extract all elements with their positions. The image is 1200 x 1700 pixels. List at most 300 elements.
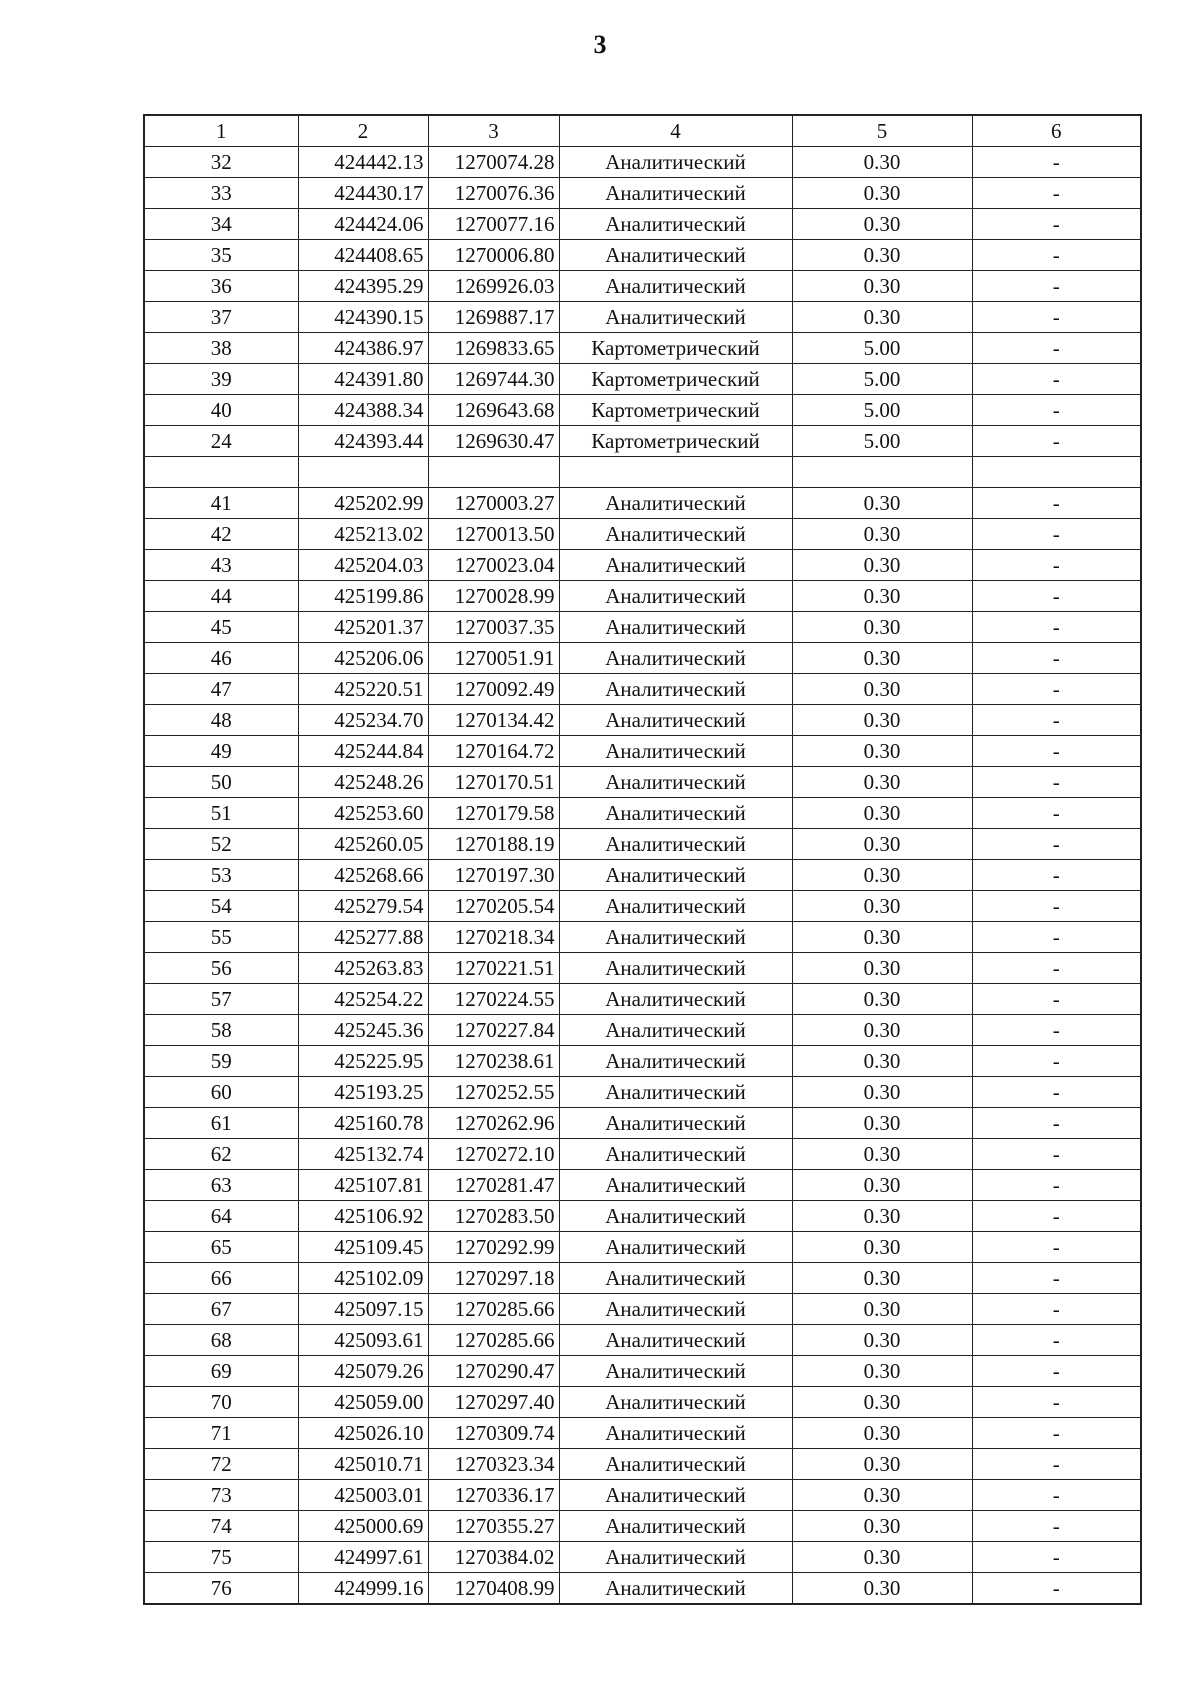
method-cell: Картометрический xyxy=(559,364,792,395)
accuracy-cell: 0.30 xyxy=(792,581,972,612)
method-cell: Аналитический xyxy=(559,922,792,953)
point-number-cell: 71 xyxy=(144,1418,298,1449)
x-coordinate-cell: 425279.54 xyxy=(298,891,428,922)
y-coordinate-cell: 1269926.03 xyxy=(428,271,559,302)
note-cell: - xyxy=(972,674,1141,705)
point-number-cell: 48 xyxy=(144,705,298,736)
x-coordinate-cell: 425160.78 xyxy=(298,1108,428,1139)
table-row xyxy=(144,643,1141,674)
accuracy-cell: 0.30 xyxy=(792,1077,972,1108)
point-number-cell: 38 xyxy=(144,333,298,364)
table-row xyxy=(144,984,1141,1015)
note-cell: - xyxy=(972,1139,1141,1170)
table-row xyxy=(144,302,1141,333)
x-coordinate-cell: 425244.84 xyxy=(298,736,428,767)
y-coordinate-cell: 1269744.30 xyxy=(428,364,559,395)
coordinates-table xyxy=(143,114,1142,1605)
note-cell: - xyxy=(972,1573,1141,1605)
note-cell: - xyxy=(972,1232,1141,1263)
note-cell: - xyxy=(972,333,1141,364)
method-cell: Аналитический xyxy=(559,271,792,302)
point-number-cell: 55 xyxy=(144,922,298,953)
table-row xyxy=(144,1325,1141,1356)
y-coordinate-cell: 1269887.17 xyxy=(428,302,559,333)
y-coordinate-cell: 1270218.34 xyxy=(428,922,559,953)
note-cell: - xyxy=(972,209,1141,240)
method-cell: Аналитический xyxy=(559,581,792,612)
y-coordinate-cell: 1270224.55 xyxy=(428,984,559,1015)
point-number-cell: 66 xyxy=(144,1263,298,1294)
table-row xyxy=(144,953,1141,984)
note-cell: - xyxy=(972,364,1141,395)
point-number-cell: 40 xyxy=(144,395,298,426)
point-number-cell: 47 xyxy=(144,674,298,705)
accuracy-cell: 0.30 xyxy=(792,1325,972,1356)
table-row xyxy=(144,891,1141,922)
point-number-cell: 72 xyxy=(144,1449,298,1480)
point-number-cell: 57 xyxy=(144,984,298,1015)
accuracy-cell: 0.30 xyxy=(792,736,972,767)
accuracy-cell: 0.30 xyxy=(792,302,972,333)
y-coordinate-cell: 1270355.27 xyxy=(428,1511,559,1542)
x-coordinate-cell: 425102.09 xyxy=(298,1263,428,1294)
table-row xyxy=(144,1015,1141,1046)
y-coordinate-cell: 1270023.04 xyxy=(428,550,559,581)
point-number-cell: 58 xyxy=(144,1015,298,1046)
y-coordinate-cell: 1270028.99 xyxy=(428,581,559,612)
accuracy-cell: 0.30 xyxy=(792,1480,972,1511)
method-cell: Аналитический xyxy=(559,1294,792,1325)
y-coordinate-cell: 1270221.51 xyxy=(428,953,559,984)
y-coordinate-cell: 1270003.27 xyxy=(428,488,559,519)
header-col-2: 2 xyxy=(298,115,428,147)
accuracy-cell: 0.30 xyxy=(792,1511,972,1542)
y-coordinate-cell: 1270285.66 xyxy=(428,1294,559,1325)
y-coordinate-cell: 1270323.34 xyxy=(428,1449,559,1480)
table-row xyxy=(144,178,1141,209)
y-coordinate-cell: 1270227.84 xyxy=(428,1015,559,1046)
y-coordinate-cell: 1270205.54 xyxy=(428,891,559,922)
y-coordinate-cell: 1270297.18 xyxy=(428,1263,559,1294)
note-cell: - xyxy=(972,550,1141,581)
point-number-cell: 59 xyxy=(144,1046,298,1077)
note-cell: - xyxy=(972,147,1141,178)
x-coordinate-cell: 425234.70 xyxy=(298,705,428,736)
accuracy-cell: 0.30 xyxy=(792,829,972,860)
note-cell: - xyxy=(972,426,1141,457)
table-row xyxy=(144,674,1141,705)
point-number-cell: 68 xyxy=(144,1325,298,1356)
note-cell: - xyxy=(972,891,1141,922)
table-row xyxy=(144,395,1141,426)
accuracy-cell: 5.00 xyxy=(792,364,972,395)
y-coordinate-cell: 1270384.02 xyxy=(428,1542,559,1573)
note-cell: - xyxy=(972,1542,1141,1573)
method-cell: Аналитический xyxy=(559,1015,792,1046)
note-cell: - xyxy=(972,178,1141,209)
y-coordinate-cell: 1270281.47 xyxy=(428,1170,559,1201)
method-cell: Аналитический xyxy=(559,302,792,333)
accuracy-cell: 0.30 xyxy=(792,178,972,209)
note-cell xyxy=(972,457,1141,488)
point-number-cell: 41 xyxy=(144,488,298,519)
x-coordinate-cell: 424430.17 xyxy=(298,178,428,209)
y-coordinate-cell: 1270074.28 xyxy=(428,147,559,178)
table-header-row xyxy=(144,115,1141,147)
table-row xyxy=(144,1263,1141,1294)
y-coordinate-cell: 1270164.72 xyxy=(428,736,559,767)
y-coordinate-cell: 1270292.99 xyxy=(428,1232,559,1263)
y-coordinate-cell: 1270285.66 xyxy=(428,1325,559,1356)
x-coordinate-cell: 425263.83 xyxy=(298,953,428,984)
accuracy-cell: 0.30 xyxy=(792,1201,972,1232)
table-row xyxy=(144,829,1141,860)
y-coordinate-cell: 1270037.35 xyxy=(428,612,559,643)
point-number-cell: 69 xyxy=(144,1356,298,1387)
table-row xyxy=(144,1201,1141,1232)
note-cell: - xyxy=(972,1418,1141,1449)
point-number-cell xyxy=(144,457,298,488)
point-number-cell: 44 xyxy=(144,581,298,612)
point-number-cell: 39 xyxy=(144,364,298,395)
table-row xyxy=(144,1573,1141,1605)
note-cell: - xyxy=(972,1263,1141,1294)
note-cell: - xyxy=(972,767,1141,798)
x-coordinate-cell: 424388.34 xyxy=(298,395,428,426)
x-coordinate-cell: 425206.06 xyxy=(298,643,428,674)
point-number-cell: 74 xyxy=(144,1511,298,1542)
note-cell: - xyxy=(972,1449,1141,1480)
accuracy-cell: 0.30 xyxy=(792,1263,972,1294)
table-row xyxy=(144,612,1141,643)
method-cell: Картометрический xyxy=(559,395,792,426)
y-coordinate-cell: 1270077.16 xyxy=(428,209,559,240)
method-cell: Аналитический xyxy=(559,1108,792,1139)
method-cell: Картометрический xyxy=(559,333,792,364)
note-cell: - xyxy=(972,705,1141,736)
accuracy-cell: 0.30 xyxy=(792,1449,972,1480)
y-coordinate-cell: 1270297.40 xyxy=(428,1387,559,1418)
accuracy-cell: 0.30 xyxy=(792,891,972,922)
x-coordinate-cell: 425097.15 xyxy=(298,1294,428,1325)
table-row xyxy=(144,798,1141,829)
y-coordinate-cell: 1270006.80 xyxy=(428,240,559,271)
method-cell: Аналитический xyxy=(559,1542,792,1573)
note-cell: - xyxy=(972,922,1141,953)
x-coordinate-cell: 425202.99 xyxy=(298,488,428,519)
x-coordinate-cell: 425003.01 xyxy=(298,1480,428,1511)
method-cell: Аналитический xyxy=(559,891,792,922)
method-cell: Аналитический xyxy=(559,240,792,271)
point-number-cell: 73 xyxy=(144,1480,298,1511)
method-cell: Аналитический xyxy=(559,1170,792,1201)
accuracy-cell: 0.30 xyxy=(792,1387,972,1418)
point-number-cell: 45 xyxy=(144,612,298,643)
note-cell: - xyxy=(972,1108,1141,1139)
x-coordinate-cell: 424997.61 xyxy=(298,1542,428,1573)
note-cell: - xyxy=(972,829,1141,860)
accuracy-cell: 0.30 xyxy=(792,240,972,271)
x-coordinate-cell: 425248.26 xyxy=(298,767,428,798)
x-coordinate-cell: 424999.16 xyxy=(298,1573,428,1605)
x-coordinate-cell: 425107.81 xyxy=(298,1170,428,1201)
x-coordinate-cell: 425254.22 xyxy=(298,984,428,1015)
y-coordinate-cell: 1270188.19 xyxy=(428,829,559,860)
table-row xyxy=(144,364,1141,395)
point-number-cell: 34 xyxy=(144,209,298,240)
method-cell: Аналитический xyxy=(559,1418,792,1449)
point-number-cell: 35 xyxy=(144,240,298,271)
note-cell: - xyxy=(972,1015,1141,1046)
note-cell: - xyxy=(972,1511,1141,1542)
method-cell xyxy=(559,457,792,488)
table-row xyxy=(144,736,1141,767)
table-row xyxy=(144,860,1141,891)
point-number-cell: 36 xyxy=(144,271,298,302)
x-coordinate-cell: 425079.26 xyxy=(298,1356,428,1387)
point-number-cell: 75 xyxy=(144,1542,298,1573)
table-row xyxy=(144,1542,1141,1573)
accuracy-cell: 0.30 xyxy=(792,953,972,984)
point-number-cell: 64 xyxy=(144,1201,298,1232)
note-cell: - xyxy=(972,240,1141,271)
table-row xyxy=(144,271,1141,302)
accuracy-cell: 0.30 xyxy=(792,612,972,643)
point-number-cell: 53 xyxy=(144,860,298,891)
accuracy-cell: 0.30 xyxy=(792,1542,972,1573)
accuracy-cell: 5.00 xyxy=(792,333,972,364)
method-cell: Аналитический xyxy=(559,1325,792,1356)
y-coordinate-cell: 1270283.50 xyxy=(428,1201,559,1232)
table-row xyxy=(144,1356,1141,1387)
y-coordinate-cell: 1270092.49 xyxy=(428,674,559,705)
accuracy-cell: 0.30 xyxy=(792,1046,972,1077)
x-coordinate-cell: 425109.45 xyxy=(298,1232,428,1263)
accuracy-cell: 0.30 xyxy=(792,798,972,829)
method-cell: Аналитический xyxy=(559,1387,792,1418)
accuracy-cell xyxy=(792,457,972,488)
y-coordinate-cell: 1270013.50 xyxy=(428,519,559,550)
x-coordinate-cell: 424395.29 xyxy=(298,271,428,302)
method-cell: Картометрический xyxy=(559,426,792,457)
table-row xyxy=(144,1387,1141,1418)
accuracy-cell: 0.30 xyxy=(792,550,972,581)
method-cell: Аналитический xyxy=(559,798,792,829)
table-body xyxy=(144,147,1141,1605)
table-row xyxy=(144,426,1141,457)
x-coordinate-cell: 425260.05 xyxy=(298,829,428,860)
table-row xyxy=(144,333,1141,364)
point-number-cell: 42 xyxy=(144,519,298,550)
x-coordinate-cell: 425093.61 xyxy=(298,1325,428,1356)
point-number-cell: 52 xyxy=(144,829,298,860)
method-cell: Аналитический xyxy=(559,178,792,209)
method-cell: Аналитический xyxy=(559,736,792,767)
y-coordinate-cell: 1270197.30 xyxy=(428,860,559,891)
accuracy-cell: 5.00 xyxy=(792,426,972,457)
x-coordinate-cell: 425199.86 xyxy=(298,581,428,612)
note-cell: - xyxy=(972,271,1141,302)
y-coordinate-cell: 1269630.47 xyxy=(428,426,559,457)
y-coordinate-cell: 1270272.10 xyxy=(428,1139,559,1170)
method-cell: Аналитический xyxy=(559,1263,792,1294)
table-row xyxy=(144,1418,1141,1449)
accuracy-cell: 0.30 xyxy=(792,519,972,550)
note-cell: - xyxy=(972,1387,1141,1418)
accuracy-cell: 0.30 xyxy=(792,1170,972,1201)
accuracy-cell: 0.30 xyxy=(792,1139,972,1170)
table-row xyxy=(144,581,1141,612)
method-cell: Аналитический xyxy=(559,643,792,674)
header-col-4: 4 xyxy=(559,115,792,147)
table-row xyxy=(144,488,1141,519)
y-coordinate-cell: 1270262.96 xyxy=(428,1108,559,1139)
y-coordinate-cell xyxy=(428,457,559,488)
point-number-cell: 33 xyxy=(144,178,298,209)
note-cell: - xyxy=(972,612,1141,643)
note-cell: - xyxy=(972,1201,1141,1232)
point-number-cell: 63 xyxy=(144,1170,298,1201)
note-cell: - xyxy=(972,1077,1141,1108)
accuracy-cell: 0.30 xyxy=(792,1232,972,1263)
header-col-1: 1 xyxy=(144,115,298,147)
x-coordinate-cell: 425132.74 xyxy=(298,1139,428,1170)
method-cell: Аналитический xyxy=(559,767,792,798)
table-row xyxy=(144,767,1141,798)
note-cell: - xyxy=(972,302,1141,333)
note-cell: - xyxy=(972,488,1141,519)
x-coordinate-cell: 424386.97 xyxy=(298,333,428,364)
accuracy-cell: 0.30 xyxy=(792,767,972,798)
method-cell: Аналитический xyxy=(559,1077,792,1108)
y-coordinate-cell: 1270408.99 xyxy=(428,1573,559,1605)
point-number-cell: 37 xyxy=(144,302,298,333)
x-coordinate-cell: 425277.88 xyxy=(298,922,428,953)
note-cell: - xyxy=(972,736,1141,767)
method-cell: Аналитический xyxy=(559,1573,792,1605)
method-cell: Аналитический xyxy=(559,1356,792,1387)
x-coordinate-cell xyxy=(298,457,428,488)
note-cell: - xyxy=(972,519,1141,550)
table-row xyxy=(144,1139,1141,1170)
y-coordinate-cell: 1270134.42 xyxy=(428,705,559,736)
table-row xyxy=(144,1108,1141,1139)
x-coordinate-cell: 425245.36 xyxy=(298,1015,428,1046)
note-cell: - xyxy=(972,643,1141,674)
y-coordinate-cell: 1270179.58 xyxy=(428,798,559,829)
table-row xyxy=(144,1046,1141,1077)
accuracy-cell: 0.30 xyxy=(792,643,972,674)
accuracy-cell: 0.30 xyxy=(792,209,972,240)
table-row xyxy=(144,1170,1141,1201)
table-row xyxy=(144,1077,1141,1108)
note-cell: - xyxy=(972,1170,1141,1201)
note-cell: - xyxy=(972,395,1141,426)
point-number-cell: 56 xyxy=(144,953,298,984)
table-row xyxy=(144,1294,1141,1325)
accuracy-cell: 0.30 xyxy=(792,1108,972,1139)
y-coordinate-cell: 1270076.36 xyxy=(428,178,559,209)
table-row xyxy=(144,519,1141,550)
x-coordinate-cell: 425201.37 xyxy=(298,612,428,643)
accuracy-cell: 0.30 xyxy=(792,1294,972,1325)
accuracy-cell: 0.30 xyxy=(792,271,972,302)
method-cell: Аналитический xyxy=(559,860,792,891)
table-row xyxy=(144,209,1141,240)
note-cell: - xyxy=(972,953,1141,984)
x-coordinate-cell: 425253.60 xyxy=(298,798,428,829)
x-coordinate-cell: 424442.13 xyxy=(298,147,428,178)
y-coordinate-cell: 1270170.51 xyxy=(428,767,559,798)
header-col-5: 5 xyxy=(792,115,972,147)
note-cell: - xyxy=(972,1356,1141,1387)
x-coordinate-cell: 425225.95 xyxy=(298,1046,428,1077)
accuracy-cell: 0.30 xyxy=(792,1356,972,1387)
accuracy-cell: 0.30 xyxy=(792,705,972,736)
method-cell: Аналитический xyxy=(559,1201,792,1232)
point-number-cell: 43 xyxy=(144,550,298,581)
accuracy-cell: 0.30 xyxy=(792,1573,972,1605)
method-cell: Аналитический xyxy=(559,612,792,643)
method-cell: Аналитический xyxy=(559,1232,792,1263)
x-coordinate-cell: 425220.51 xyxy=(298,674,428,705)
x-coordinate-cell: 425000.69 xyxy=(298,1511,428,1542)
method-cell: Аналитический xyxy=(559,1449,792,1480)
page-number: 3 xyxy=(593,30,607,59)
x-coordinate-cell: 425268.66 xyxy=(298,860,428,891)
point-number-cell: 46 xyxy=(144,643,298,674)
accuracy-cell: 0.30 xyxy=(792,860,972,891)
x-coordinate-cell: 424393.44 xyxy=(298,426,428,457)
method-cell: Аналитический xyxy=(559,1139,792,1170)
accuracy-cell: 0.30 xyxy=(792,674,972,705)
x-coordinate-cell: 425026.10 xyxy=(298,1418,428,1449)
x-coordinate-cell: 425213.02 xyxy=(298,519,428,550)
y-coordinate-cell: 1269833.65 xyxy=(428,333,559,364)
table-row xyxy=(144,240,1141,271)
x-coordinate-cell: 425204.03 xyxy=(298,550,428,581)
point-number-cell: 49 xyxy=(144,736,298,767)
method-cell: Аналитический xyxy=(559,984,792,1015)
table-row xyxy=(144,1449,1141,1480)
header-col-3: 3 xyxy=(428,115,559,147)
y-coordinate-cell: 1270309.74 xyxy=(428,1418,559,1449)
method-cell: Аналитический xyxy=(559,550,792,581)
accuracy-cell: 0.30 xyxy=(792,1418,972,1449)
table-row xyxy=(144,1232,1141,1263)
table-row xyxy=(144,1480,1141,1511)
note-cell: - xyxy=(972,1046,1141,1077)
point-number-cell: 76 xyxy=(144,1573,298,1605)
note-cell: - xyxy=(972,984,1141,1015)
method-cell: Аналитический xyxy=(559,519,792,550)
y-coordinate-cell: 1270238.61 xyxy=(428,1046,559,1077)
table-row xyxy=(144,147,1141,178)
note-cell: - xyxy=(972,1480,1141,1511)
table-row xyxy=(144,1511,1141,1542)
x-coordinate-cell: 425193.25 xyxy=(298,1077,428,1108)
point-number-cell: 62 xyxy=(144,1139,298,1170)
note-cell: - xyxy=(972,860,1141,891)
x-coordinate-cell: 424424.06 xyxy=(298,209,428,240)
x-coordinate-cell: 424390.15 xyxy=(298,302,428,333)
accuracy-cell: 0.30 xyxy=(792,147,972,178)
table-row xyxy=(144,550,1141,581)
x-coordinate-cell: 424391.80 xyxy=(298,364,428,395)
method-cell: Аналитический xyxy=(559,829,792,860)
point-number-cell: 65 xyxy=(144,1232,298,1263)
x-coordinate-cell: 425106.92 xyxy=(298,1201,428,1232)
